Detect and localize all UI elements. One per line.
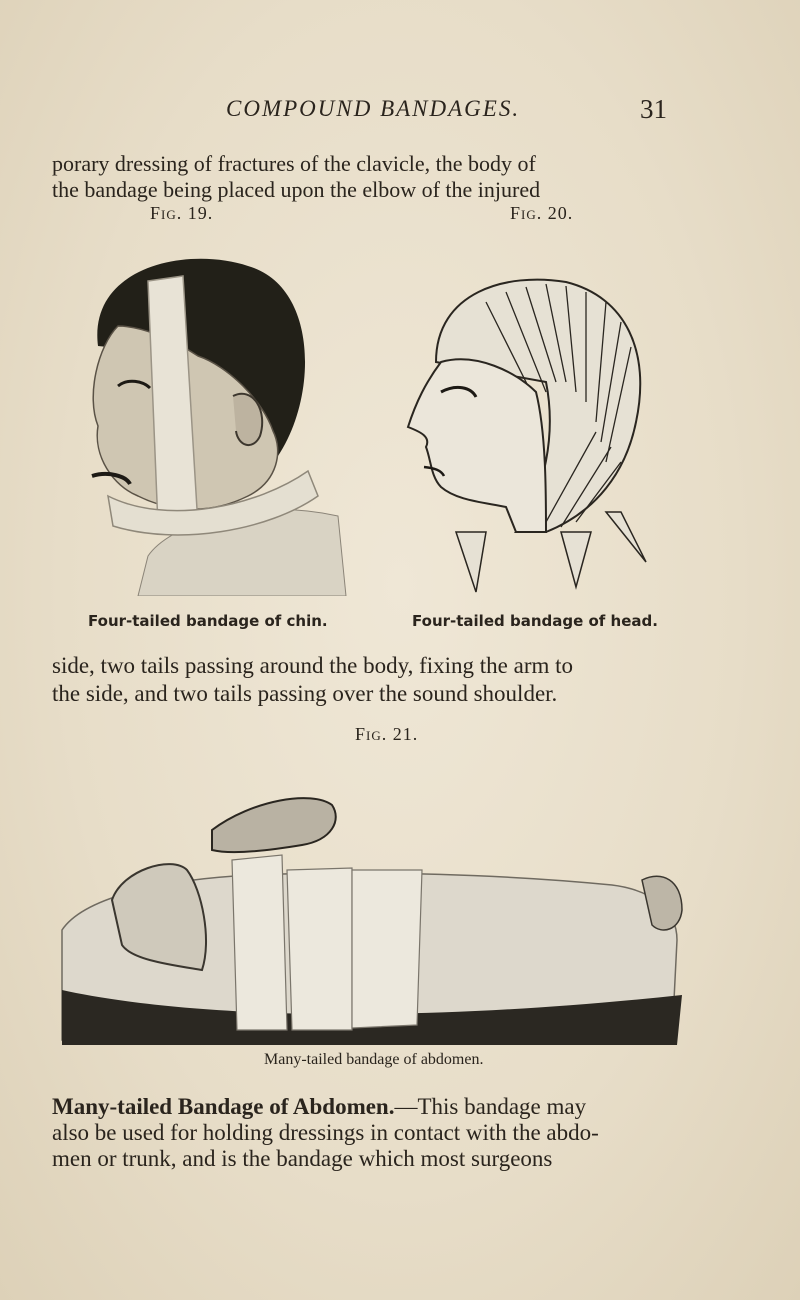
running-title: COMPOUND BANDAGES. xyxy=(226,96,521,121)
running-head xyxy=(0,96,800,136)
figure-19-caption: Four-tailed bandage of chin. xyxy=(88,612,328,630)
figure-19-illustration xyxy=(78,226,348,596)
paragraph-text: —This bandage may xyxy=(394,1094,587,1119)
top-paragraph xyxy=(52,151,752,203)
figure-21-label: Fig. 21. xyxy=(355,724,419,744)
paragraph-line: the side, and two tails passing over the sound shoulder. xyxy=(52,681,558,706)
paragraph-heading: Many-tailed Bandage of Abdomen. xyxy=(52,1094,395,1119)
figure-21-caption: Many-tailed bandage of abdomen. xyxy=(264,1051,484,1068)
figure-21-illustration xyxy=(52,760,692,1045)
paragraph-line: also be used for holding dressings in contact with the abdo- xyxy=(52,1120,599,1145)
paragraph-line xyxy=(52,1094,752,1120)
paragraph-line: men or trunk, and is the bandage which most surgeons xyxy=(52,1146,553,1171)
figure-20-caption: Four-tailed bandage of head. xyxy=(412,612,658,630)
middle-paragraph xyxy=(52,652,752,708)
paragraph-line: the bandage being placed upon the elbow of the injured xyxy=(52,177,541,202)
figure-19-label: Fig. 19. xyxy=(150,203,214,223)
figure-20-label: Fig. 20. xyxy=(510,203,574,223)
bottom-paragraph xyxy=(52,1094,752,1172)
paragraph-line: side, two tails passing around the body, fixing the arm to xyxy=(52,653,574,678)
page-number: 31 xyxy=(640,94,667,124)
paragraph-line: porary dressing of fractures of the clavicle, the body of xyxy=(52,151,536,176)
figure-20-illustration xyxy=(396,232,656,602)
